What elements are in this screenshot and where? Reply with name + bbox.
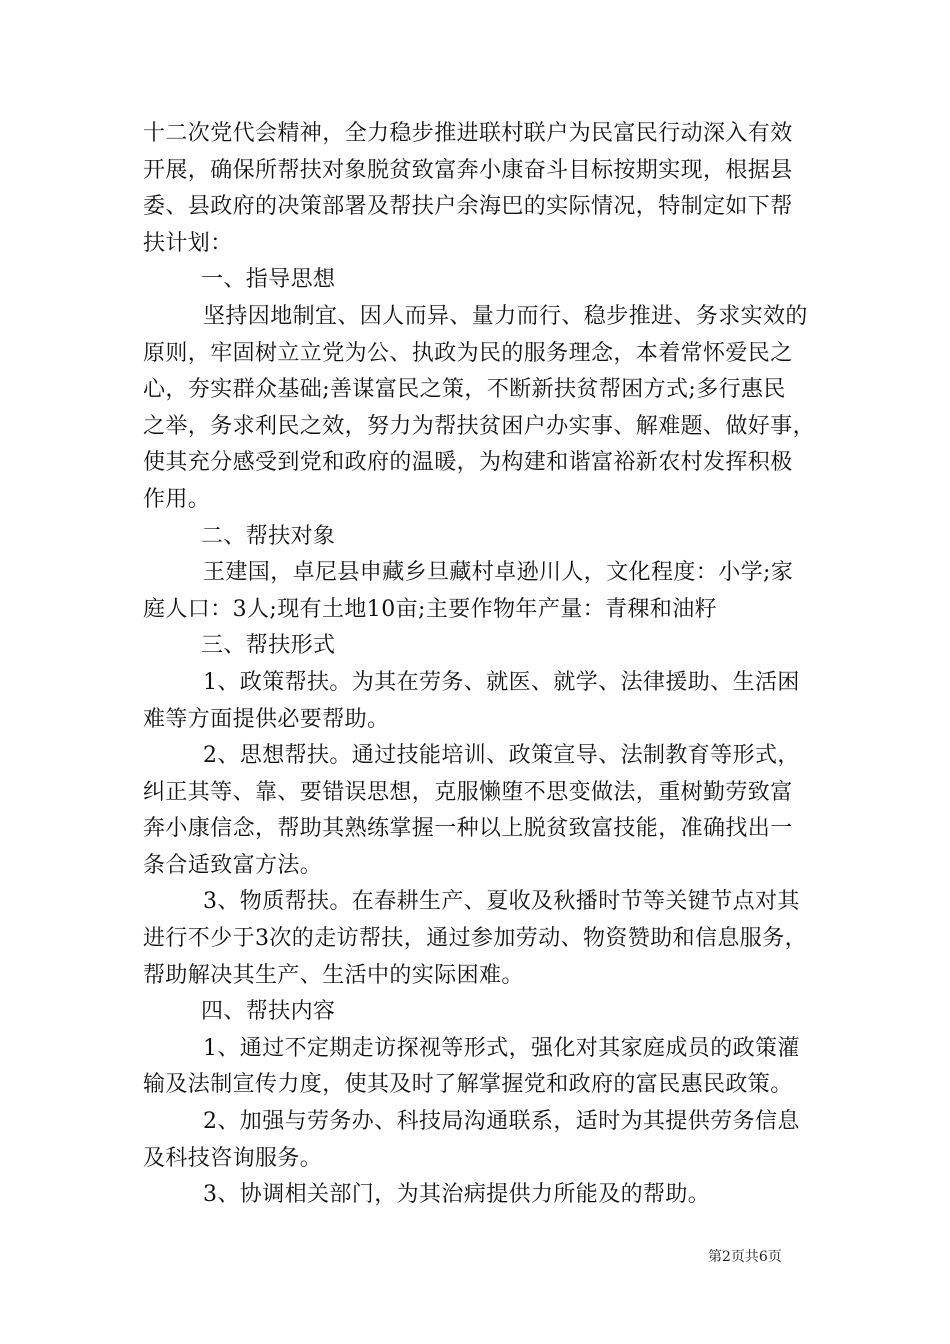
text-line: 使其充分感受到党和政府的温暖，为构建和谐富裕新农村发挥积极: [143, 450, 793, 476]
section-heading: 四、帮扶内容: [201, 999, 336, 1025]
page-number: 第2页共6页: [708, 1249, 782, 1265]
text-line: 庭人口：3人;现有土地10亩;主要作物年产量：青稞和油籽: [143, 596, 718, 622]
text-line: 帮助解决其生产、生活中的实际困难。: [143, 962, 524, 988]
text-line: 坚持因地制宜、因人而异、量力而行、稳步推进、务求实效的: [203, 303, 808, 329]
text-line: 1、通过不定期走访探视等形式，强化对其家庭成员的政策灌: [203, 1035, 800, 1061]
text-line: 难等方面提供必要帮助。: [143, 706, 390, 732]
text-line: 奔小康信念，帮助其熟练掌握一种以上脱贫致富技能，准确找出一: [143, 816, 793, 842]
text-line: 扶计划：: [143, 230, 233, 256]
text-line: 之举，务求利民之效，努力为帮扶贫困户办实事、解难题、做好事，: [143, 413, 816, 439]
document-body: [143, 116, 816, 1214]
text-line: 3、物质帮扶。在春耕生产、夏收及秋播时节等关键节点对其: [203, 889, 800, 915]
text-line: 王建国，卓尼县申藏乡旦藏村卓逊川人，文化程度：小学;家: [203, 560, 794, 586]
section-heading: 二、帮扶对象: [201, 523, 336, 549]
text-line: 作用。: [143, 486, 211, 512]
text-line: 2、加强与劳务办、科技局沟通联系，适时为其提供劳务信息: [203, 1109, 800, 1135]
text-line: 心，夯实群众基础;善谋富民之策，不断新扶贫帮困方式;多行惠民: [143, 377, 786, 403]
section-heading: 一、指导思想: [201, 267, 336, 293]
section-heading: 三、帮扶形式: [201, 633, 336, 659]
text-line: 2、思想帮扶。通过技能培训、政策宣导、法制教育等形式，: [203, 743, 800, 769]
text-line: 1、政策帮扶。为其在劳务、就医、就学、法律援助、生活困: [203, 669, 800, 695]
text-line: 纠正其等、靠、要错误思想，克服懒堕不思变做法，重树勤劳致富: [143, 779, 793, 805]
text-line: 输及法制宣传力度，使其及时了解掌握党和政府的富民惠民政策。: [143, 1072, 793, 1098]
text-line: 及科技咨询服务。: [143, 1145, 323, 1171]
text-line: 原则，牢固树立立党为公、执政为民的服务理念，本着常怀爱民之: [143, 340, 793, 366]
text-line: 进行不少于3次的走访帮扶，通过参加劳动、物资赞助和信息服务，: [143, 926, 807, 952]
text-line: 3、协调相关部门，为其治病提供力所能及的帮助。: [203, 1182, 711, 1208]
text-line: 条合适致富方法。: [143, 852, 323, 878]
text-line: 委、县政府的决策部署及帮扶户余海巴的实际情况，特制定如下帮: [143, 194, 793, 220]
text-line: 十二次党代会精神，全力稳步推进联村联户为民富民行动深入有效: [143, 121, 793, 146]
text-line: 开展，确保所帮扶对象脱贫致富奔小康奋斗目标按期实现，根据县: [143, 157, 793, 183]
